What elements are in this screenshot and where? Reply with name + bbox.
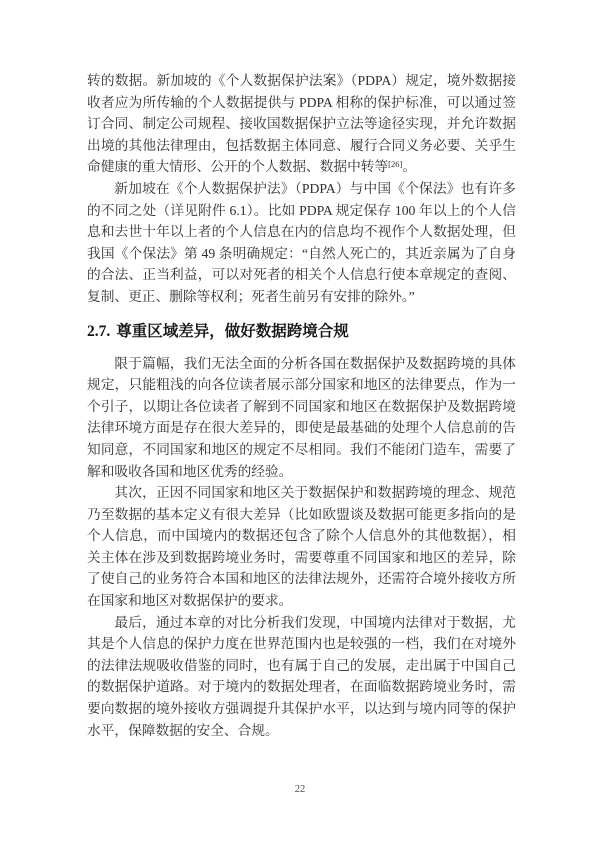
page-number: 22 [294,784,306,795]
paragraph-regional-differences: 限于篇幅，我们无法全面的分析各国在数据保护及数据跨境的具体规定，只能粗浅的向各位读者展示部分国家和地区的法律要点，作为一个引子，以期让各位读者了解到不同国家和地区在数据保护及数据跨境法律环境方面是存在很大差异的，即使是最基础的处理个人信息前的告知同意，不同国家和地区的规定不尽相同。我们不能闭门造车，需要了解和吸收各国和地区优秀的经验。 [87,355,516,479]
section-heading [87,322,516,342]
section-title: 尊重区域差异，做好数据跨境合规 [116,322,349,340]
page-footer [0,779,600,797]
footnote-ref-26: [26] [388,159,403,170]
paragraph-pdpa-transfer-text: 转的数据。新加坡的《个人数据保护法案》（PDPA）规定，境外数据接收者应为所传输的个人数据提供与 PDPA 相称的保护标准，可以通过签订合同、制定公司规程、接收国数据保护立法等途径实现，并允许数据出境的其他法律理由，包括数据主体同意、履行合同义务必要、关乎生命健康的重大情形、公开的个人数据、数据中转等 [87,73,516,175]
paragraph-pdpa-transfer-tail: 。 [402,159,417,175]
paragraph-conclusion: 最后，通过本章的对比分析我们发现，中国境内法律对于数据，尤其是个人信息的保护力度在世界范围内也是较强的一档，我们在对境外的法律法规吸收借鉴的同时，也有属于自己的发展，走出属于中国自己的数据保护道路。对于境内的数据处理者，在面临数据跨境业务时，需要向数据的境外接收方强调提升其保护水平，以达到与境内同等的保护水平，保障数据的安全、合规。 [87,614,516,738]
text-body [87,70,516,741]
section-number: 2.7. [87,322,111,340]
paragraph-pdpa-transfer [87,70,516,178]
paragraph-pdpa-vs-pipl: 新加坡在《个人数据保护法》（PDPA）与中国《个保法》也有许多的不同之处（详见附件 6.1）。比如 PDPA 规定保存 100 年以上的个人信息和去世十年以上者的个人信息在内的信息均不视作个人数据处理，但我国《个保法》第 49 条明确规定：“自然人死亡的，其近亲属为了自身的合法、正当利益，可以对死者的相关个人信息行使本章规定的查阅、复制、更正、删除等权利；死者生前另有安排的除外。” [87,180,516,304]
paragraph-respect-differences: 其次，正因不同国家和地区关于数据保护和数据跨境的理念、规范乃至数据的基本定义有很大差异（比如欧盟谈及数据可能更多指向的是个人信息，而中国境内的数据还包含了除个人信息外的其他数据），相关主体在涉及到数据跨境业务时，需要尊重不同国家和地区的差异，除了使自己的业务符合本国和地区的法律法规外，还需符合境外接收方所在国家和地区对数据保护的要求。 [87,485,516,609]
